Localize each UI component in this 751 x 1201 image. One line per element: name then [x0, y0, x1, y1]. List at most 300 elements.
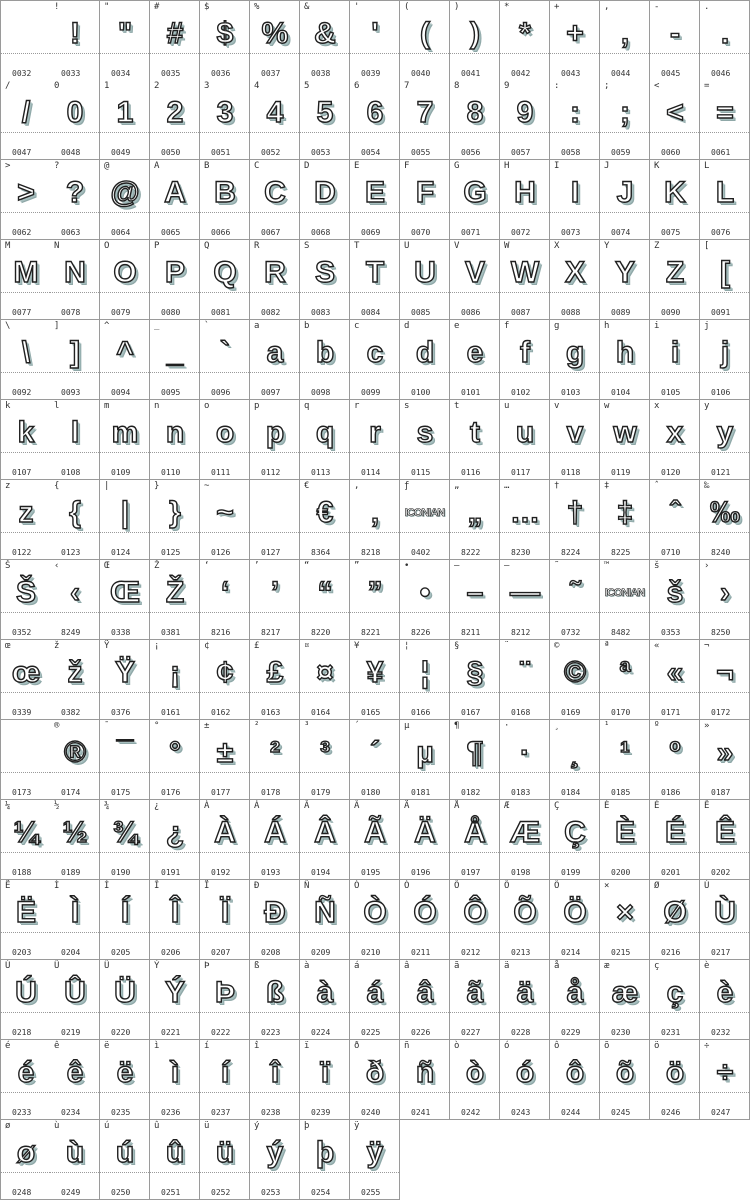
glyph-code: 0246	[661, 1108, 681, 1117]
glyph-cell	[250, 240, 300, 320]
glyph-label: ‰	[704, 481, 710, 491]
glyph-sample: R	[264, 256, 285, 289]
glyph-cell	[600, 800, 650, 880]
glyph-cell	[250, 0, 300, 81]
glyph-cell	[0, 400, 51, 480]
glyph-sample: {	[69, 496, 80, 529]
glyph-sample: È	[614, 816, 634, 849]
glyph-sample: Ï	[220, 896, 229, 929]
glyph-sample: ã	[466, 976, 483, 1009]
glyph-cell	[350, 880, 400, 960]
glyph-cell	[500, 560, 550, 640]
glyph-sample: ?	[65, 176, 84, 209]
glyph-cell	[0, 560, 51, 640]
glyph-label: ¢	[204, 641, 210, 651]
glyph-sample: 4	[266, 96, 283, 129]
glyph-code: 0065	[161, 228, 181, 237]
glyph-label: Á	[254, 801, 260, 811]
glyph-cell	[450, 880, 500, 960]
glyph-code: 0339	[12, 708, 32, 717]
glyph-label: Z	[654, 241, 660, 251]
glyph-label: Ì	[54, 881, 60, 891]
glyph-label: }	[154, 481, 160, 491]
glyph-cell	[300, 0, 350, 81]
glyph-label: ˆ	[654, 481, 660, 491]
glyph-code: 0210	[361, 948, 381, 957]
glyph-sample: Z	[665, 256, 684, 289]
glyph-sample: K	[664, 176, 685, 209]
glyph-cell	[100, 960, 150, 1040]
glyph-sample: û	[165, 1136, 184, 1169]
glyph-sample: ‹	[70, 576, 79, 609]
glyph-code: 0036	[211, 69, 231, 78]
glyph-code: 0081	[211, 308, 231, 317]
glyph-label: ý	[254, 1121, 260, 1131]
glyph-code: 8482	[611, 628, 631, 637]
glyph-code: 0245	[611, 1108, 631, 1117]
glyph-sample: ñ	[415, 1056, 434, 1089]
glyph-code: 0099	[361, 388, 381, 397]
glyph-label: _	[154, 321, 160, 331]
glyph-code: 0201	[661, 868, 681, 877]
glyph-cell	[100, 320, 150, 400]
glyph-code: 0060	[661, 148, 681, 157]
glyph-code: 0089	[611, 308, 631, 317]
glyph-code: 0035	[161, 69, 181, 78]
glyph-sample: ^	[116, 336, 133, 369]
glyph-sample: €	[316, 496, 333, 529]
glyph-label: Ê	[704, 801, 710, 811]
glyph-label: ª	[604, 641, 610, 651]
glyph-code: 0108	[61, 468, 81, 477]
glyph-label: ù	[54, 1121, 60, 1131]
glyph-sample: J	[616, 176, 633, 209]
glyph-cell	[250, 880, 300, 960]
glyph-cell	[200, 160, 250, 240]
glyph-sample: v	[566, 416, 583, 449]
glyph-label: Ý	[154, 961, 160, 971]
glyph-sample: f	[520, 336, 529, 369]
glyph-code: 0088	[561, 308, 581, 317]
glyph-code: 0068	[311, 228, 331, 237]
glyph-label: !	[54, 2, 60, 12]
glyph-cell	[700, 240, 750, 320]
glyph-code: 0188	[12, 868, 32, 877]
glyph-code: 0177	[211, 788, 231, 797]
glyph-cell	[400, 480, 450, 560]
glyph-code: 0078	[61, 308, 81, 317]
glyph-label: ð	[354, 1041, 360, 1051]
glyph-cell	[400, 240, 450, 320]
glyph-cell	[700, 80, 750, 160]
glyph-code: 0219	[61, 1028, 81, 1037]
glyph-cell	[200, 1040, 250, 1120]
glyph-cell	[300, 1040, 350, 1120]
glyph-label: Ú	[5, 961, 11, 971]
glyph-sample: ä	[516, 976, 533, 1009]
glyph-label: ^	[104, 321, 110, 331]
glyph-cell	[350, 0, 400, 81]
glyph-sample: „	[467, 496, 482, 529]
glyph-label: D	[304, 161, 310, 171]
glyph-code: 0109	[111, 468, 131, 477]
glyph-sample: 7	[416, 96, 433, 129]
glyph-label: •	[404, 561, 410, 571]
glyph-label: J	[604, 161, 610, 171]
glyph-cell	[50, 640, 100, 720]
glyph-sample: r	[369, 416, 380, 449]
glyph-label: 7	[404, 81, 410, 91]
glyph-code: 0251	[161, 1188, 181, 1197]
glyph-cell	[700, 560, 750, 640]
glyph-cell	[250, 720, 300, 800]
glyph-cell	[50, 160, 100, 240]
glyph-cell	[50, 0, 100, 81]
glyph-code: 0191	[161, 868, 181, 877]
glyph-cell	[550, 400, 600, 480]
glyph-cell	[200, 880, 250, 960]
glyph-sample: Ò	[363, 896, 386, 929]
glyph-code: 0059	[611, 148, 631, 157]
glyph-sample: Ø	[663, 896, 686, 929]
glyph-sample: T	[365, 256, 384, 289]
glyph-sample: î	[270, 1056, 279, 1089]
glyph-label: +	[554, 2, 560, 12]
glyph-label: ñ	[404, 1041, 410, 1051]
glyph-cell	[500, 480, 550, 560]
glyph-code: 0353	[661, 628, 681, 637]
glyph-label: ã	[454, 961, 460, 971]
glyph-sample: ø	[16, 1136, 35, 1169]
glyph-label: º	[654, 721, 660, 731]
glyph-sample: Á	[264, 816, 285, 849]
glyph-code: 0175	[111, 788, 131, 797]
glyph-label: È	[604, 801, 610, 811]
glyph-label: 3	[204, 81, 210, 91]
glyph-sample: d	[415, 336, 434, 369]
glyph-cell	[250, 320, 300, 400]
glyph-label: –	[454, 561, 460, 571]
glyph-cell	[300, 800, 350, 880]
glyph-code: 0209	[311, 948, 331, 957]
glyph-label: â	[404, 961, 410, 971]
glyph-code: 0094	[111, 388, 131, 397]
glyph-label: ™	[604, 561, 610, 571]
glyph-cell	[500, 800, 550, 880]
glyph-label: ó	[504, 1041, 510, 1051]
glyph-cell	[500, 640, 550, 720]
glyph-sample: ð	[365, 1056, 384, 1089]
glyph-code: 0172	[711, 708, 731, 717]
glyph-label: =	[704, 81, 710, 91]
glyph-label: ¨	[504, 641, 510, 651]
glyph-cell	[500, 320, 550, 400]
glyph-code: 0061	[711, 148, 731, 157]
glyph-code: 0171	[661, 708, 681, 717]
glyph-code: 0161	[161, 708, 181, 717]
glyph-sample: ¤	[316, 656, 333, 689]
glyph-code: 0207	[211, 948, 231, 957]
glyph-label: W	[504, 241, 510, 251]
glyph-cell	[450, 320, 500, 400]
glyph-cell	[100, 880, 150, 960]
glyph-cell	[650, 240, 700, 320]
glyph-sample: ©	[563, 656, 586, 689]
glyph-label: F	[404, 161, 410, 171]
glyph-cell	[600, 0, 650, 81]
glyph-cell	[0, 160, 51, 240]
glyph-code: 0120	[661, 468, 681, 477]
glyph-label: `	[204, 321, 210, 331]
glyph-cell	[350, 1120, 400, 1200]
glyph-label: Õ	[504, 881, 510, 891]
glyph-cell	[300, 640, 350, 720]
glyph-code: 0229	[561, 1028, 581, 1037]
glyph-sample: ½	[62, 816, 87, 849]
glyph-sample: .	[720, 17, 729, 50]
glyph-cell	[700, 400, 750, 480]
glyph-label: Ó	[404, 881, 410, 891]
glyph-code: 0710	[661, 548, 681, 557]
glyph-sample: y	[716, 416, 733, 449]
glyph-cell	[450, 560, 500, 640]
glyph-cell	[200, 400, 250, 480]
glyph-sample: Æ	[510, 816, 539, 849]
glyph-cell	[350, 960, 400, 1040]
glyph-label: {	[54, 481, 60, 491]
glyph-cell	[150, 400, 200, 480]
glyph-label: ¼	[5, 801, 11, 811]
glyph-code: 0097	[261, 388, 281, 397]
glyph-code: 0233	[12, 1108, 32, 1117]
glyph-label: é	[5, 1041, 11, 1051]
glyph-sample: Ü	[114, 976, 135, 1009]
glyph-cell	[350, 320, 400, 400]
glyph-sample: »	[716, 736, 733, 769]
glyph-label: K	[654, 161, 660, 171]
glyph-cell	[150, 560, 200, 640]
glyph-code: 0381	[161, 628, 181, 637]
glyph-sample: c	[366, 336, 383, 369]
glyph-cell	[600, 240, 650, 320]
glyph-sample: á	[366, 976, 383, 1009]
glyph-label: p	[254, 401, 260, 411]
glyph-code: 0056	[461, 148, 481, 157]
glyph-label: ³	[304, 721, 310, 731]
glyph-sample: x	[666, 416, 683, 449]
glyph-code: 0048	[61, 148, 81, 157]
glyph-code: 0083	[311, 308, 331, 317]
glyph-sample: ³	[320, 736, 329, 769]
glyph-sample: ¸	[570, 736, 579, 769]
glyph-cell	[200, 960, 250, 1040]
glyph-cell	[450, 960, 500, 1040]
glyph-label: N	[54, 241, 60, 251]
glyph-sample: –	[466, 576, 483, 609]
glyph-sample: U	[414, 256, 435, 289]
glyph-sample: ×	[616, 896, 633, 929]
glyph-code: 0039	[361, 69, 381, 78]
glyph-sample: ¥	[366, 656, 383, 689]
glyph-code: 0176	[161, 788, 181, 797]
glyph-cell	[350, 640, 400, 720]
glyph-code: 0165	[361, 708, 381, 717]
glyph-cell	[700, 1040, 750, 1120]
glyph-code: 0189	[61, 868, 81, 877]
glyph-sample: Š	[15, 576, 35, 609]
glyph-sample: ICONIAN	[404, 507, 445, 519]
glyph-cell	[550, 80, 600, 160]
glyph-code: 0040	[411, 69, 431, 78]
glyph-cell	[400, 640, 450, 720]
glyph-label: w	[604, 401, 610, 411]
glyph-cell	[400, 80, 450, 160]
glyph-code: 0076	[711, 228, 731, 237]
glyph-code: 0113	[311, 468, 331, 477]
glyph-sample: Ÿ	[114, 656, 134, 689]
glyph-sample: †	[566, 496, 583, 529]
glyph-sample: Ù	[714, 896, 735, 929]
glyph-cell	[100, 1040, 150, 1120]
glyph-cell	[150, 640, 200, 720]
glyph-cell	[200, 560, 250, 640]
glyph-code: 0080	[161, 308, 181, 317]
glyph-code: 0226	[411, 1028, 431, 1037]
glyph-cell	[300, 560, 350, 640]
glyph-sample: è	[716, 976, 733, 1009]
glyph-code: 0045	[661, 69, 681, 78]
glyph-cell	[250, 480, 300, 560]
glyph-code: 8230	[511, 548, 531, 557]
glyph-label: Å	[454, 801, 460, 811]
glyph-label: Ü	[104, 961, 110, 971]
glyph-label: ~	[204, 481, 210, 491]
glyph-label: |	[104, 481, 110, 491]
glyph-label: ¾	[104, 801, 110, 811]
glyph-sample: !	[70, 17, 79, 50]
glyph-sample: Î	[170, 896, 179, 929]
glyph-code: 0227	[461, 1028, 481, 1037]
glyph-sample: j	[720, 336, 729, 369]
glyph-code: 0164	[311, 708, 331, 717]
glyph-code: 0041	[461, 69, 481, 78]
glyph-cell	[600, 880, 650, 960]
glyph-label: l	[54, 401, 60, 411]
glyph-label: 6	[354, 81, 360, 91]
glyph-cell	[400, 960, 450, 1040]
glyph-cell	[450, 1040, 500, 1120]
glyph-code: 0217	[711, 948, 731, 957]
glyph-sample: B	[214, 176, 235, 209]
glyph-cell	[400, 560, 450, 640]
glyph-label: Î	[154, 881, 160, 891]
glyph-code: 0103	[561, 388, 581, 397]
glyph-cell	[100, 560, 150, 640]
glyph-sample: Ã	[364, 816, 385, 849]
glyph-code: 0033	[61, 69, 81, 78]
glyph-label: o	[204, 401, 210, 411]
glyph-cell	[300, 320, 350, 400]
glyph-code: 0250	[111, 1188, 131, 1197]
glyph-label: å	[554, 961, 560, 971]
glyph-sample: ª	[619, 656, 630, 689]
glyph-cell	[150, 160, 200, 240]
glyph-sample: ÷	[716, 1056, 733, 1089]
glyph-cell	[550, 880, 600, 960]
glyph-label: Ô	[454, 881, 460, 891]
glyph-label: ¹	[604, 721, 610, 731]
glyph-sample: 1	[116, 96, 133, 129]
glyph-sample: ¼	[13, 816, 38, 849]
glyph-code: 0050	[161, 148, 181, 157]
glyph-sample: “	[317, 576, 332, 609]
glyph-label: î	[254, 1041, 260, 1051]
glyph-code: 0042	[511, 69, 531, 78]
glyph-sample: `	[220, 336, 229, 369]
glyph-code: 0122	[12, 548, 32, 557]
glyph-cell	[400, 720, 450, 800]
glyph-cell	[550, 0, 600, 81]
glyph-label: [	[704, 241, 710, 251]
glyph-cell	[700, 960, 750, 1040]
glyph-code: 8211	[461, 628, 481, 637]
glyph-label: M	[5, 241, 11, 251]
glyph-cell	[100, 480, 150, 560]
glyph-label: 9	[504, 81, 510, 91]
glyph-sample: Õ	[513, 896, 536, 929]
glyph-code: 8224	[561, 548, 581, 557]
glyph-label: ®	[54, 721, 60, 731]
glyph-sample: k	[17, 416, 34, 449]
glyph-sample: 2	[166, 96, 183, 129]
glyph-cell	[200, 240, 250, 320]
glyph-label: g	[554, 321, 560, 331]
glyph-label: ô	[554, 1041, 560, 1051]
glyph-sample: Ý	[164, 976, 184, 1009]
glyph-code: 0178	[261, 788, 281, 797]
glyph-code: 0236	[161, 1108, 181, 1117]
glyph-label: 5	[304, 81, 310, 91]
glyph-label: ÿ	[354, 1121, 360, 1131]
glyph-cell	[100, 240, 150, 320]
glyph-code: 0077	[12, 308, 32, 317]
glyph-cell	[250, 400, 300, 480]
glyph-label: y	[704, 401, 710, 411]
glyph-label: %	[254, 2, 260, 12]
glyph-label: q	[304, 401, 310, 411]
glyph-sample: æ	[611, 976, 638, 1009]
glyph-label: A	[154, 161, 160, 171]
glyph-label: š	[654, 561, 660, 571]
glyph-cell	[150, 960, 200, 1040]
glyph-sample: s	[416, 416, 433, 449]
glyph-sample: )	[470, 17, 479, 50]
glyph-label: €	[304, 481, 310, 491]
glyph-label: U	[404, 241, 410, 251]
glyph-label: 4	[254, 81, 260, 91]
glyph-sample: ì	[170, 1056, 179, 1089]
glyph-cell	[700, 0, 750, 81]
glyph-label: Ð	[254, 881, 260, 891]
glyph-code: 0117	[511, 468, 531, 477]
glyph-cell	[50, 720, 100, 800]
glyph-code: 8216	[211, 628, 231, 637]
glyph-code: 8226	[411, 628, 431, 637]
glyph-sample	[1, 11, 50, 57]
glyph-sample: ÿ	[366, 1136, 383, 1169]
glyph-sample: [	[720, 256, 729, 289]
glyph-code: 0100	[411, 388, 431, 397]
